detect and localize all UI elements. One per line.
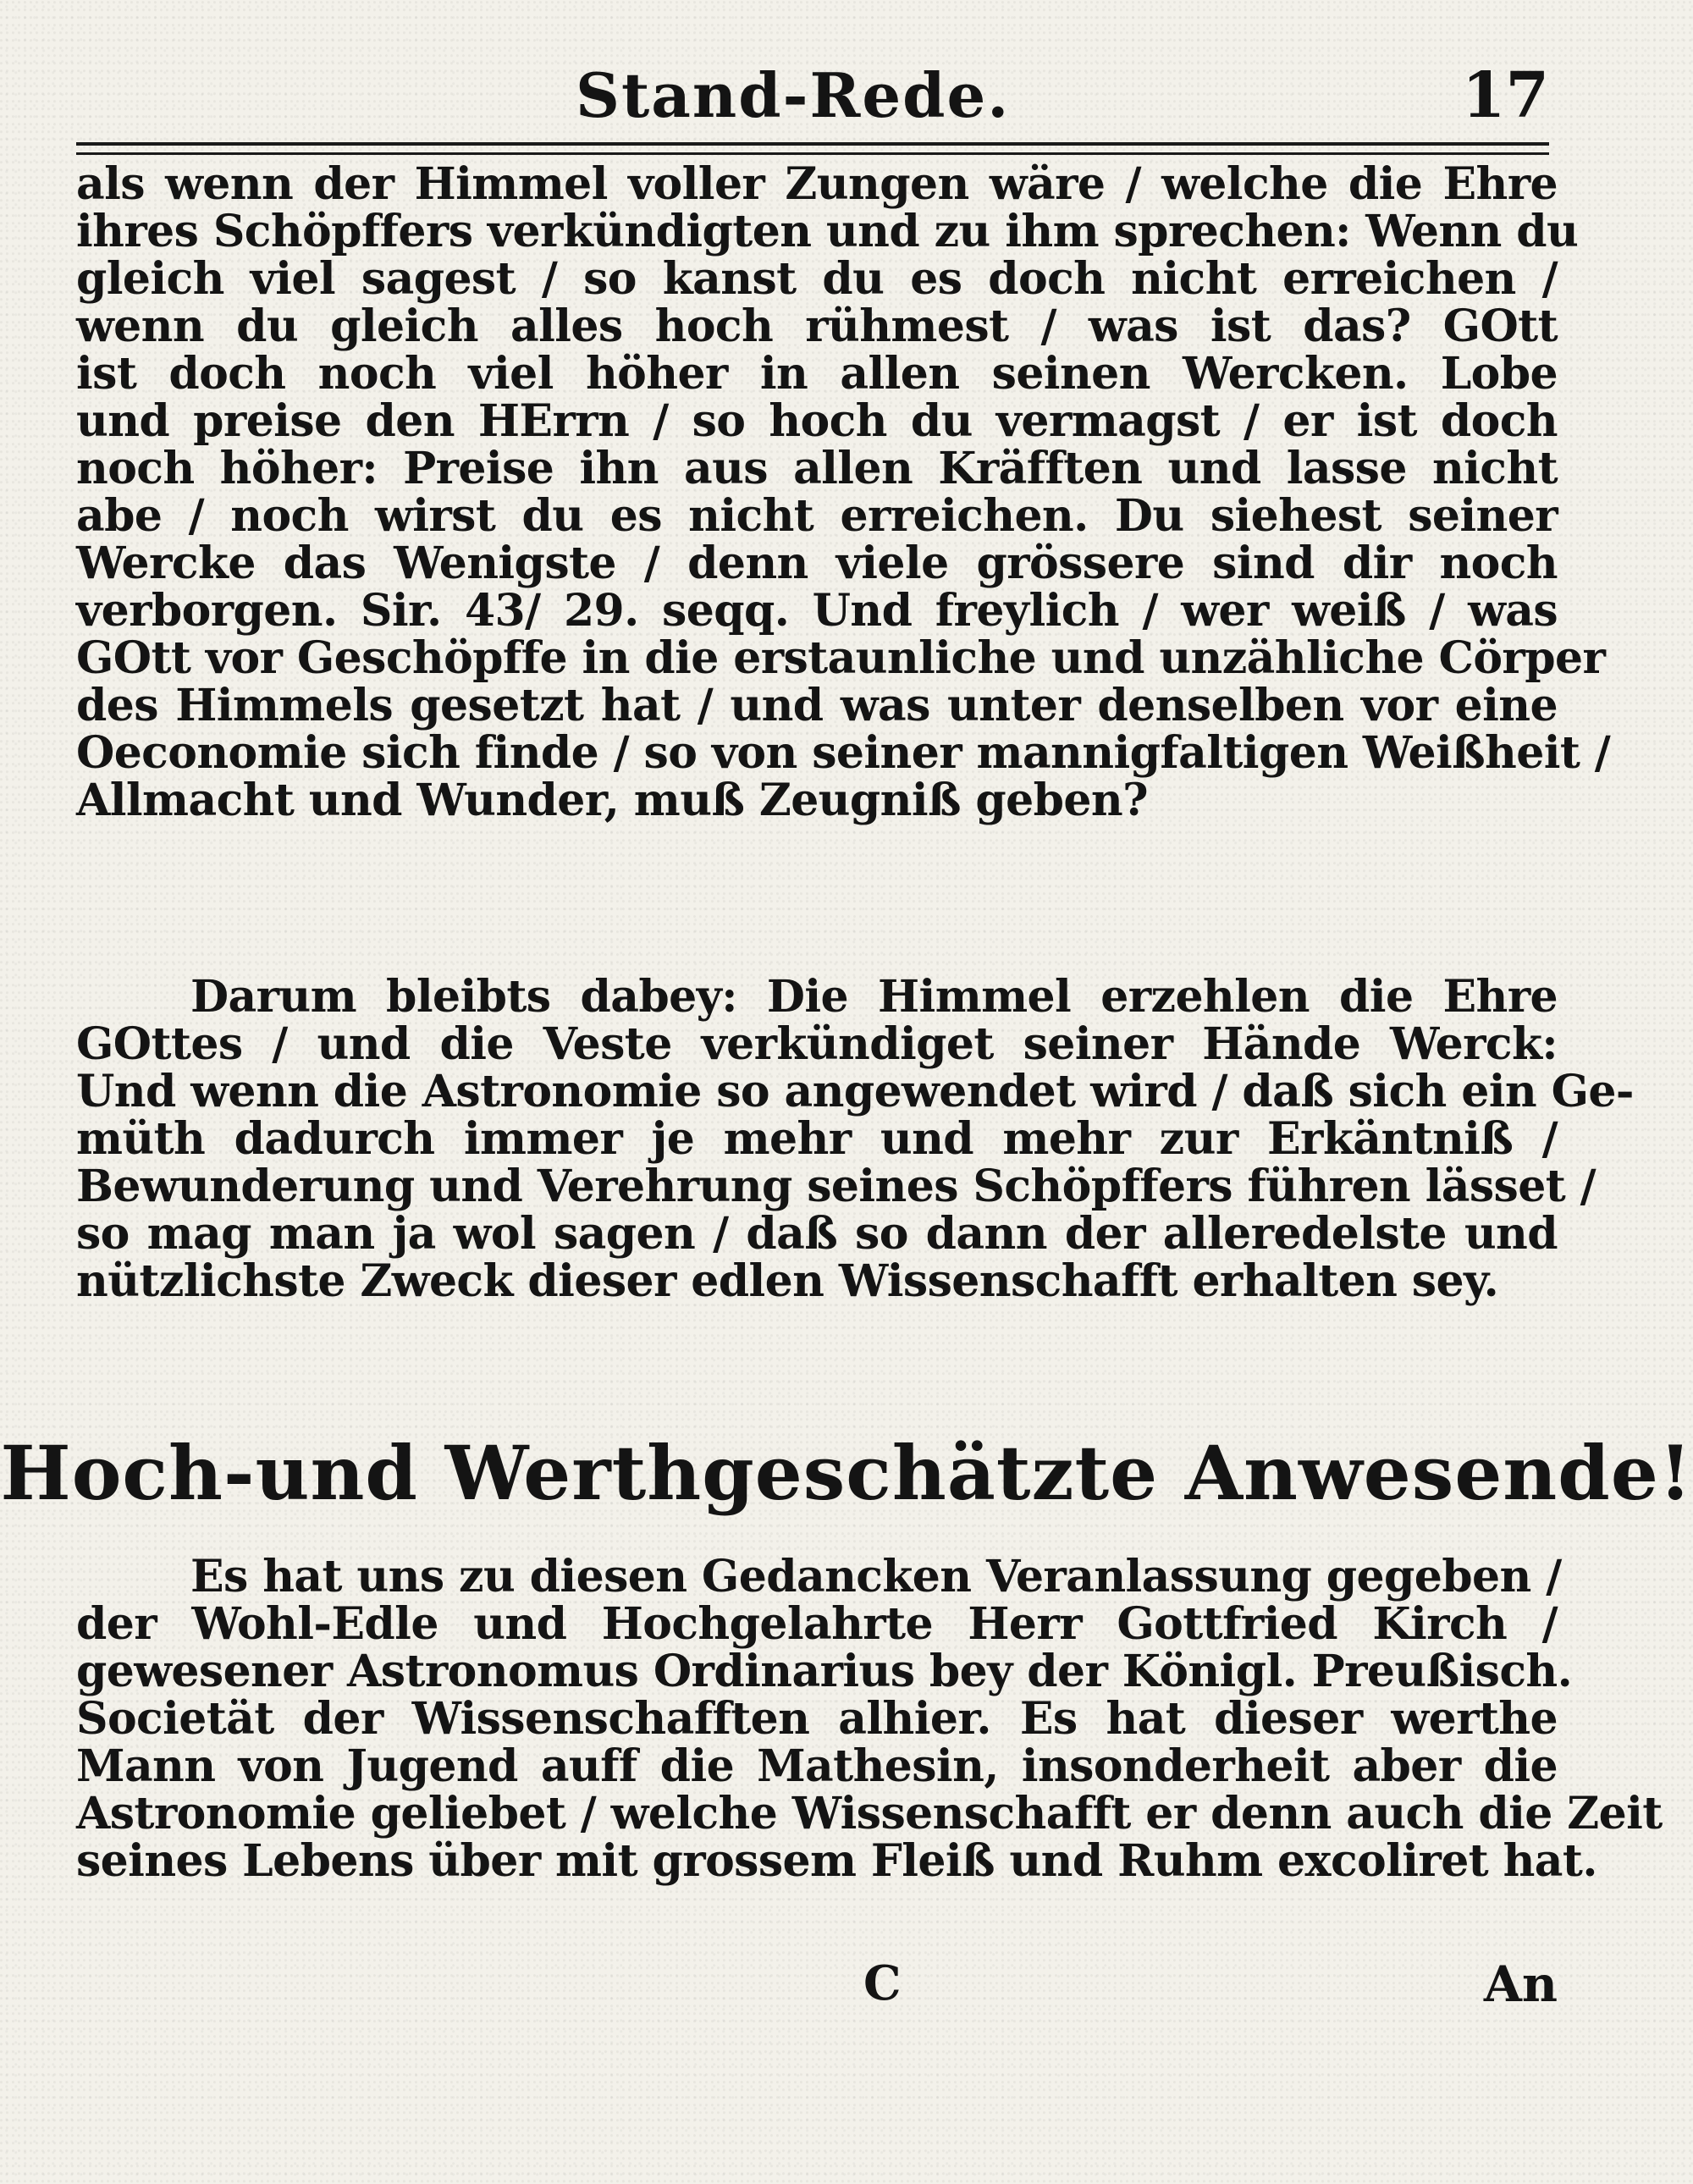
text-line: gleich viel sagest / so kanst du es doch nicht erreichen / xyxy=(76,253,1558,305)
text-line: Bewunderung und Verehrung seines Schöpffers führen lässet / xyxy=(76,1161,1596,1212)
text-line: als wenn der Himmel voller Zungen wäre / welche die Ehre xyxy=(76,158,1558,210)
text-line: ist doch noch viel höher in allen seinen Wercken. Lobe xyxy=(76,348,1558,400)
text-line: der Wohl-Edle und Hochgelahrte Herr Gottfried Kirch / xyxy=(76,1598,1558,1650)
text-line: Darum bleibts dabey: Die Himmel erzehlen die Ehre xyxy=(190,971,1558,1023)
text-line: Allmacht und Wunder, muß Zeugniß geben? xyxy=(76,775,1148,826)
text-line: so mag man ja wol sagen / daß so dann der alleredelste und xyxy=(76,1208,1558,1260)
running-title: Stand-Rede. xyxy=(576,59,1011,131)
text-line: ihres Schöpffers verkündigten und zu ihm sprechen: Wenn du xyxy=(76,206,1579,257)
text-line: und preise den HErrn / so hoch du vermagst / er ist doch xyxy=(76,395,1558,447)
text-line: müth dadurch immer je mehr und mehr zur Erkäntniß / xyxy=(76,1113,1558,1165)
text-line: Societät der Wissenschafften alhier. Es hat dieser werthe xyxy=(76,1693,1558,1745)
text-line: gewesener Astronomus Ordinarius bey der Königl. Preußisch. xyxy=(76,1646,1573,1697)
text-line: abe / noch wirst du es nicht erreichen. Du siehest seiner xyxy=(76,490,1558,542)
text-line: des Himmels gesetzt hat / und was unter denselben vor eine xyxy=(76,680,1558,731)
paragraph-1 xyxy=(76,158,1611,826)
text-line: verborgen. Sir. 43/ 29. seqq. Und freylich / wer weiß / was xyxy=(76,585,1558,637)
text-line: GOtt vor Geschöpffe in die erstaunliche und unzähliche Cörper xyxy=(76,632,1606,684)
text-line: Astronomie geliebet / welche Wissenschafft er denn auch die Zeit xyxy=(76,1788,1663,1839)
paragraph-2 xyxy=(76,971,1634,1307)
section-heading: Hoch-und Werthgeschätzte Anwesende! xyxy=(0,1429,1693,1517)
text-line: noch höher: Preise ihn aus allen Kräfften und lasse nicht xyxy=(76,443,1558,494)
page-number: 17 xyxy=(1462,59,1549,132)
text-line: seines Lebens über mit grossem Fleiß und Ruhm excoliret hat. xyxy=(76,1835,1597,1887)
header-rule xyxy=(76,142,1549,155)
text-line: nützlichste Zweck dieser edlen Wissenschafft erhalten sey. xyxy=(76,1255,1499,1307)
text-line: GOttes / und die Veste verkündiget seiner Hände Werck: xyxy=(76,1018,1558,1070)
paragraph-3 xyxy=(76,1551,1663,1887)
text-line: wenn du gleich alles hoch rühmest / was ist das? GOtt xyxy=(76,301,1558,352)
text-line: Mann von Jugend auff die Mathesin, insonderheit aber die xyxy=(76,1740,1558,1792)
page-header xyxy=(76,52,1549,146)
page-footer xyxy=(76,1955,1558,2023)
text-line: Wercke das Wenigste / denn viele grössere sind dir noch xyxy=(76,538,1558,589)
text-line: Oeconomie sich finde / so von seiner mannigfaltigen Weißheit / xyxy=(76,727,1611,779)
catchword: An xyxy=(1483,1955,1558,2013)
text-line: Es hat uns zu diesen Gedancken Veranlassung gegeben / xyxy=(190,1551,1562,1602)
signature-mark: C xyxy=(863,1955,902,2011)
text-line: Und wenn die Astronomie so angewendet wird / daß sich ein Ge- xyxy=(76,1066,1634,1117)
